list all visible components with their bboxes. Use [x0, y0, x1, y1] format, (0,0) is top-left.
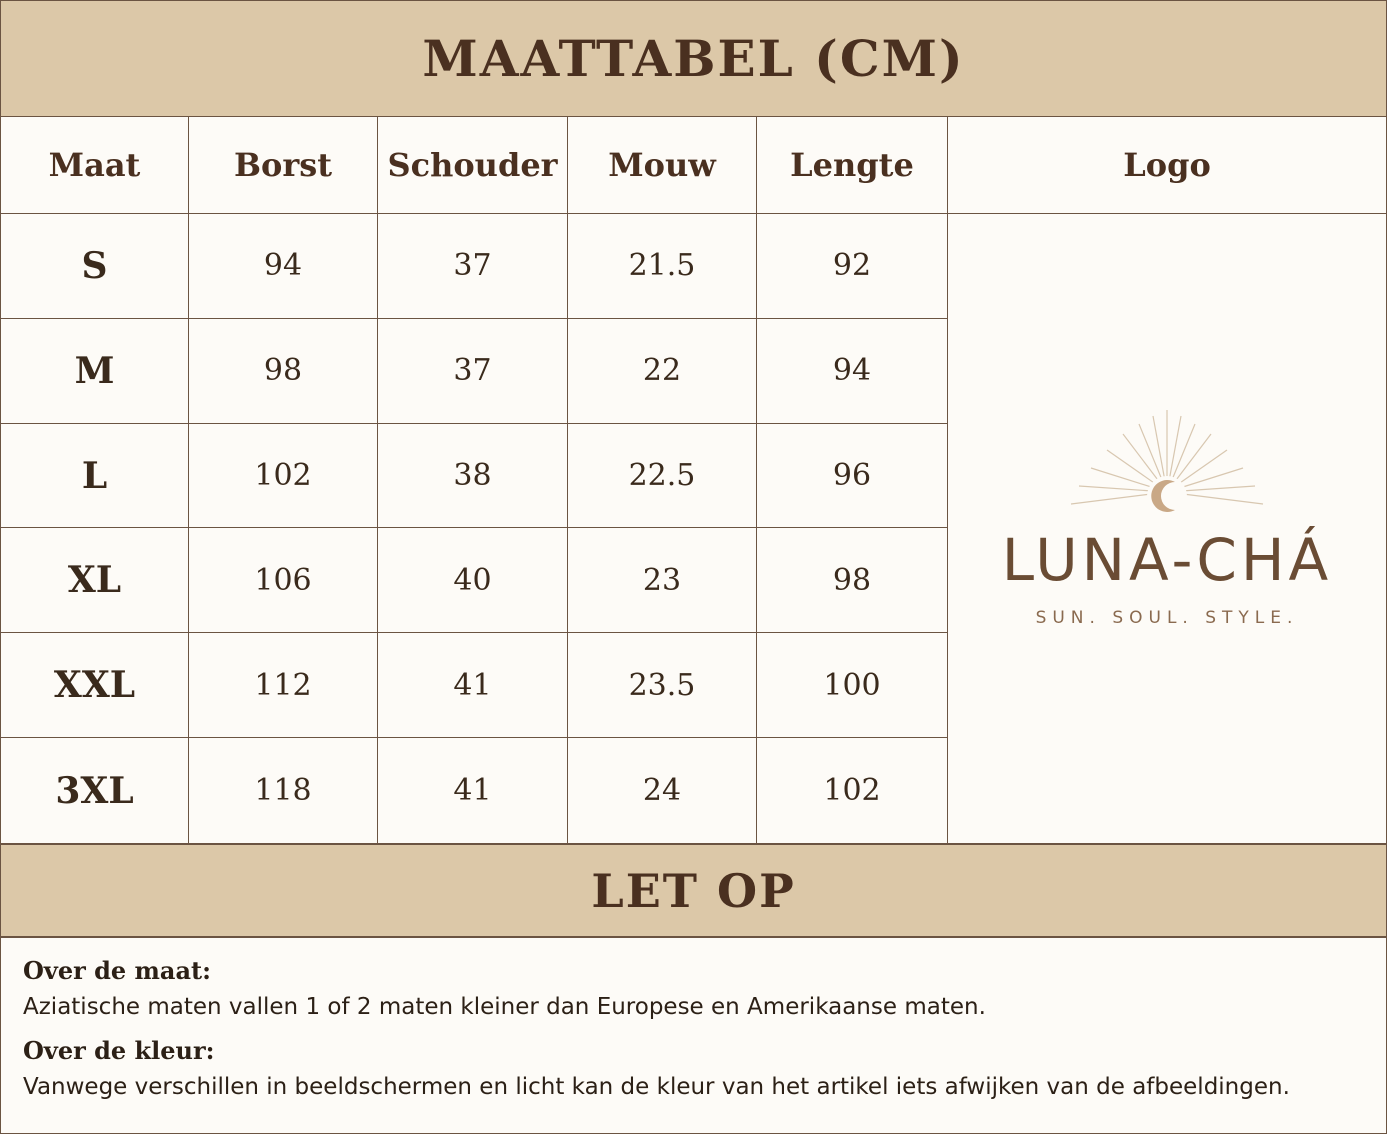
table-row-size: S: [1, 214, 189, 319]
column-header-shoulder: Schouder: [378, 117, 568, 214]
brand-name: LUNA-CHÁ: [1001, 526, 1333, 595]
table-row-size: L: [1, 424, 189, 529]
column-header-chest: Borst: [189, 117, 378, 214]
table-cell-sleeve: 24: [568, 738, 757, 843]
table-row-size: 3XL: [1, 738, 189, 843]
table-row-size: XXL: [1, 633, 189, 738]
table-cell-chest: 118: [189, 738, 378, 843]
column-header-length: Lengte: [757, 117, 948, 214]
table-row-size: M: [1, 319, 189, 424]
table-cell-sleeve: 22: [568, 319, 757, 424]
table-cell-chest: 112: [189, 633, 378, 738]
column-header-logo: Logo: [948, 117, 1386, 214]
table-cell-length: 102: [757, 738, 948, 843]
note-color-text: Vanwege verschillen in beeldschermen en licht kan de kleur van het artikel iets afwijken van de afbeeldingen.: [23, 1074, 1290, 1100]
column-header-size: Maat: [1, 117, 189, 214]
notice-section: [1, 936, 1386, 1133]
table-cell-sleeve: 21.5: [568, 214, 757, 319]
table-cell-chest: 106: [189, 528, 378, 633]
table-cell-shoulder: 41: [378, 633, 568, 738]
table-cell-length: 96: [757, 424, 948, 529]
column-header-sleeve: Mouw: [568, 117, 757, 214]
table-cell-length: 98: [757, 528, 948, 633]
table-cell-shoulder: 37: [378, 214, 568, 319]
table-cell-length: 92: [757, 214, 948, 319]
table-cell-chest: 98: [189, 319, 378, 424]
table-cell-shoulder: 37: [378, 319, 568, 424]
table-cell-chest: 102: [189, 424, 378, 529]
note-size-title: Over de maat:: [23, 956, 211, 985]
table-cell-length: 100: [757, 633, 948, 738]
brand-tagline: SUN. SOUL. STYLE.: [1035, 608, 1299, 629]
page-title: MAATTABEL (CM): [1, 1, 1386, 118]
notice-title: LET OP: [1, 843, 1386, 938]
sun-moon-icon: [1057, 408, 1277, 518]
table-cell-sleeve: 23.5: [568, 633, 757, 738]
table-cell-sleeve: 23: [568, 528, 757, 633]
brand-logo: [948, 214, 1386, 843]
note-size-text: Aziatische maten vallen 1 of 2 maten kleiner dan Europese en Amerikaanse maten.: [23, 994, 986, 1020]
table-row-size: XL: [1, 528, 189, 633]
table-cell-shoulder: 38: [378, 424, 568, 529]
table-cell-chest: 94: [189, 214, 378, 319]
size-table: [1, 117, 1386, 843]
table-cell-shoulder: 41: [378, 738, 568, 843]
table-cell-sleeve: 22.5: [568, 424, 757, 529]
table-cell-length: 94: [757, 319, 948, 424]
table-cell-shoulder: 40: [378, 528, 568, 633]
note-color-title: Over de kleur:: [23, 1036, 215, 1065]
